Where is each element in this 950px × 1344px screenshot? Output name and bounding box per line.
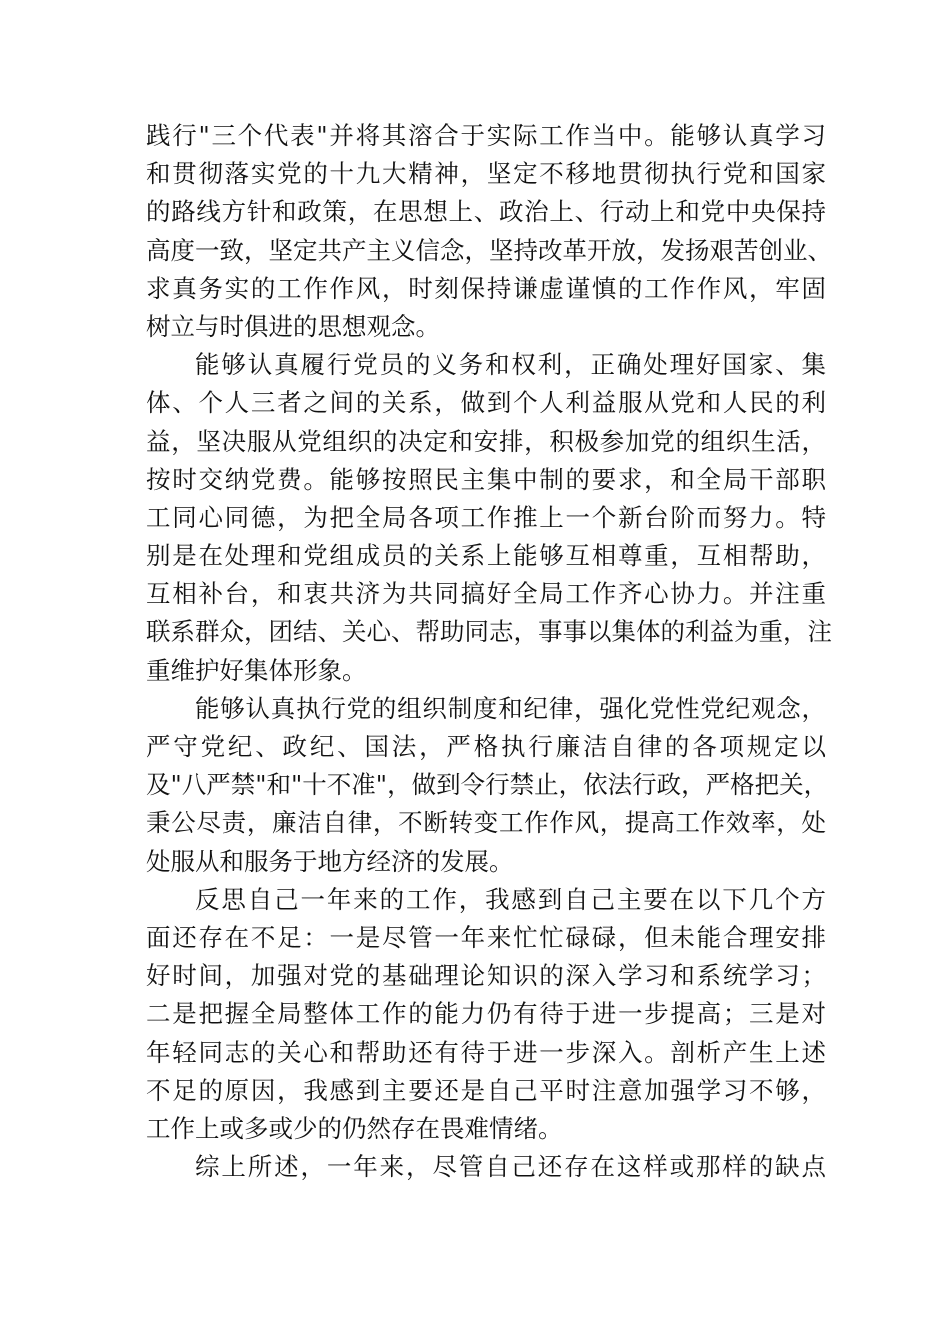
text-line: 综上所述，一年来，尽管自己还存在这样或那样的缺点 xyxy=(195,1152,826,1182)
text-line: 反思自己一年来的工作，我感到自己主要在以下几个方 xyxy=(195,884,826,914)
text-line: 重维护好集体形象。 xyxy=(146,655,367,685)
text-line: 处服从和服务于地方经济的发展。 xyxy=(146,846,514,876)
paragraph xyxy=(146,117,832,346)
text-line: 践行"三个代表"并将其溶合于实际工作当中。能够认真学习 xyxy=(146,121,826,150)
text-line: 的路线方针和政策，在思想上、政治上、行动上和党中央保持 xyxy=(146,197,826,227)
text-line: 秉公尽责，廉洁自律，不断转变工作作风，提高工作效率，处 xyxy=(146,808,826,838)
text-line: 能够认真执行党的组织制度和纪律，强化党性党纪观念， xyxy=(195,693,826,723)
text-line: 高度一致，坚定共产主义信念，坚持改革开放，发扬艰苦创业、 xyxy=(146,235,832,265)
text-line: 面还存在不足：一是尽管一年来忙忙碌碌，但未能合理安排 xyxy=(146,922,826,952)
text-line: 及"八严禁"和"十不准"，做到令行禁止，依法行政，严格把关， xyxy=(146,770,829,800)
text-line: 体、个人三者之间的关系，做到个人利益服从党和人民的利 xyxy=(146,388,826,418)
text-line: 联系群众，团结、关心、帮助同志，事事以集体的利益为重，注 xyxy=(146,617,832,647)
text-line: 树立与时俱进的思想观念。 xyxy=(146,311,440,341)
text-line: 按时交纳党费。能够按照民主集中制的要求，和全局干部职 xyxy=(146,464,826,494)
paragraph xyxy=(146,346,832,690)
document-body xyxy=(146,117,832,1186)
text-line: 互相补台，和衷共济为共同搞好全局工作齐心协力。并注重 xyxy=(146,579,826,609)
text-line: 和贯彻落实党的十九大精神，坚定不移地贯彻执行党和国家 xyxy=(146,159,826,189)
text-line: 求真务实的工作作风，时刻保持谦虚谨慎的工作作风，牢固 xyxy=(146,273,826,303)
text-line: 工同心同德，为把全局各项工作推上一个新台阶而努力。特 xyxy=(146,502,826,532)
text-line: 年轻同志的关心和帮助还有待于进一步深入。剖析产生上述 xyxy=(146,1037,826,1067)
text-line: 能够认真履行党员的义务和权利，正确处理好国家、集 xyxy=(195,350,826,380)
paragraph xyxy=(146,881,826,1148)
paragraph xyxy=(146,1148,826,1186)
paragraph xyxy=(146,690,829,881)
text-line: 二是把握全局整体工作的能力仍有待于进一步提高；三是对 xyxy=(146,999,826,1029)
text-line: 严守党纪、政纪、国法，严格执行廉洁自律的各项规定以 xyxy=(146,732,826,761)
text-line: 不足的原因，我感到主要还是自己平时注意加强学习不够， xyxy=(146,1075,826,1105)
text-line: 好时间，加强对党的基础理论知识的深入学习和系统学习； xyxy=(146,961,826,991)
text-line: 工作上或多或少的仍然存在畏难情绪。 xyxy=(146,1113,563,1143)
text-line: 别是在处理和党组成员的关系上能够互相尊重，互相帮助， xyxy=(146,541,826,571)
text-line: 益，坚决服从党组织的决定和安排，积极参加党的组织生活， xyxy=(146,426,826,456)
